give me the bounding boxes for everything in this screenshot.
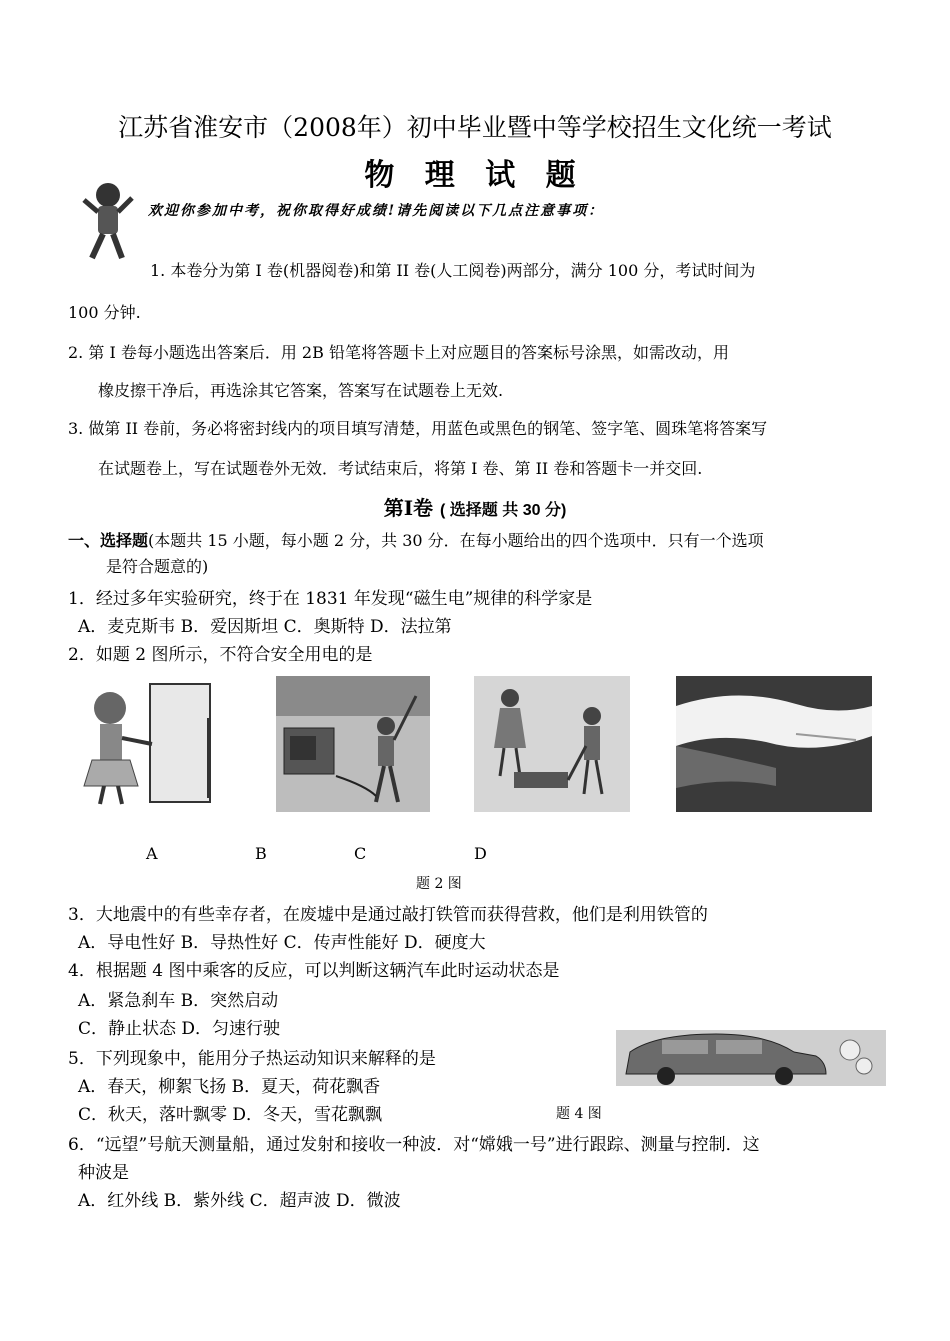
q2-label-a: A: [146, 844, 158, 863]
q3-options: A．导电性好 B．导热性好 C．传声性能好 D．硬度大: [78, 933, 486, 953]
q4-stem: 4．根据题 4 图中乘客的反应，可以判断这辆汽车此时运动状态是: [68, 961, 560, 981]
q4-caption: 题 4 图: [556, 1106, 602, 1122]
part-1-label: 一、选择题: [68, 533, 149, 550]
q2-figure-c: [474, 676, 630, 812]
q2-label-b: B: [255, 844, 267, 863]
section-1-subtitle: ( 选择题 共 30 分): [440, 502, 567, 519]
part-1-line2: 是符合题意的): [106, 557, 209, 576]
q5-options-1: A．春天，柳絮飞扬 B．夏天，荷花飘香: [78, 1077, 381, 1097]
q6-stem-2: 种波是: [78, 1163, 129, 1183]
q2-label-c: C: [354, 844, 367, 863]
q1-options: A．麦克斯韦 B．爱因斯坦 C．奥斯特 D．法拉第: [78, 617, 452, 637]
welcome-text: 欢迎你参加中考，祝你取得好成绩!请先阅读以下几点注意事项：: [148, 203, 605, 219]
q2-figure-d: [676, 676, 872, 812]
note-3-line1: 3. 做第 II 卷前，务必将密封线内的项目填写清楚，用蓝色或黑色的钢笔、签字笔、圆珠笔将答案写: [68, 419, 768, 438]
mascot-figure: [78, 180, 138, 260]
note-2-line1: 2. 第 I 卷每小题选出答案后．用 2B 铅笔将答题卡上对应题目的答案标号涂黑，如需改动，用: [68, 343, 729, 362]
q6-stem-1: 6．“远望”号航天测量船，通过发射和接收一种波．对“嫦娥一号”进行跟踪、测量与控制．这: [68, 1135, 760, 1155]
q2-caption: 题 2 图: [416, 876, 462, 892]
q4-figure-car: [616, 1030, 886, 1086]
q5-stem: 5．下列现象中，能用分子热运动知识来解释的是: [68, 1049, 436, 1069]
section-1-label: 第Ⅰ卷: [383, 496, 434, 520]
q1-stem: 1．经过多年实验研究，终于在 1831 年发现“磁生电”规律的科学家是: [68, 589, 593, 609]
q2-stem: 2．如题 2 图所示，不符合安全用电的是: [68, 645, 373, 665]
part-1-line1: [68, 528, 764, 551]
section-1-title: [0, 492, 950, 521]
note-1-line1: 1. 本卷分为第 I 卷(机器阅卷)和第 II 卷(人工阅卷)两部分，满分 100 分，考试时间为: [150, 261, 756, 280]
q6-options: A．红外线 B．紫外线 C．超声波 D．微波: [78, 1191, 401, 1211]
subject-title: 物 理 试 题: [364, 158, 586, 193]
note-1-line2: 100 分钟.: [68, 303, 141, 322]
exam-title: 江苏省淮安市（2008年）初中毕业暨中等学校招生文化统一考试: [118, 113, 832, 142]
note-2-line2: 橡皮擦干净后，再选涂其它答案，答案写在试题卷上无效.: [98, 381, 504, 400]
q4-options-2: C．静止状态 D．匀速行驶: [78, 1019, 281, 1039]
note-3-line2: 在试题卷上，写在试题卷外无效．考试结束后，将第 I 卷、第 II 卷和答题卡一并交回.: [98, 459, 703, 478]
q2-figure-a: [70, 678, 230, 808]
q4-options-1: A．紧急刹车 B．突然启动: [78, 991, 279, 1011]
q2-label-d: D: [474, 844, 487, 863]
q2-figure-b: [276, 676, 430, 812]
part-1-desc: (本题共 15 小题，每小题 2 分，共 30 分．在每小题给出的四个选项中．只有一个选项: [148, 531, 764, 550]
q5-options-2: C．秋天，落叶飘零 D．冬天，雪花飘飘: [78, 1105, 383, 1125]
q3-stem: 3．大地震中的有些幸存者，在废墟中是通过敲打铁管而获得营救，他们是利用铁管的: [68, 905, 708, 925]
